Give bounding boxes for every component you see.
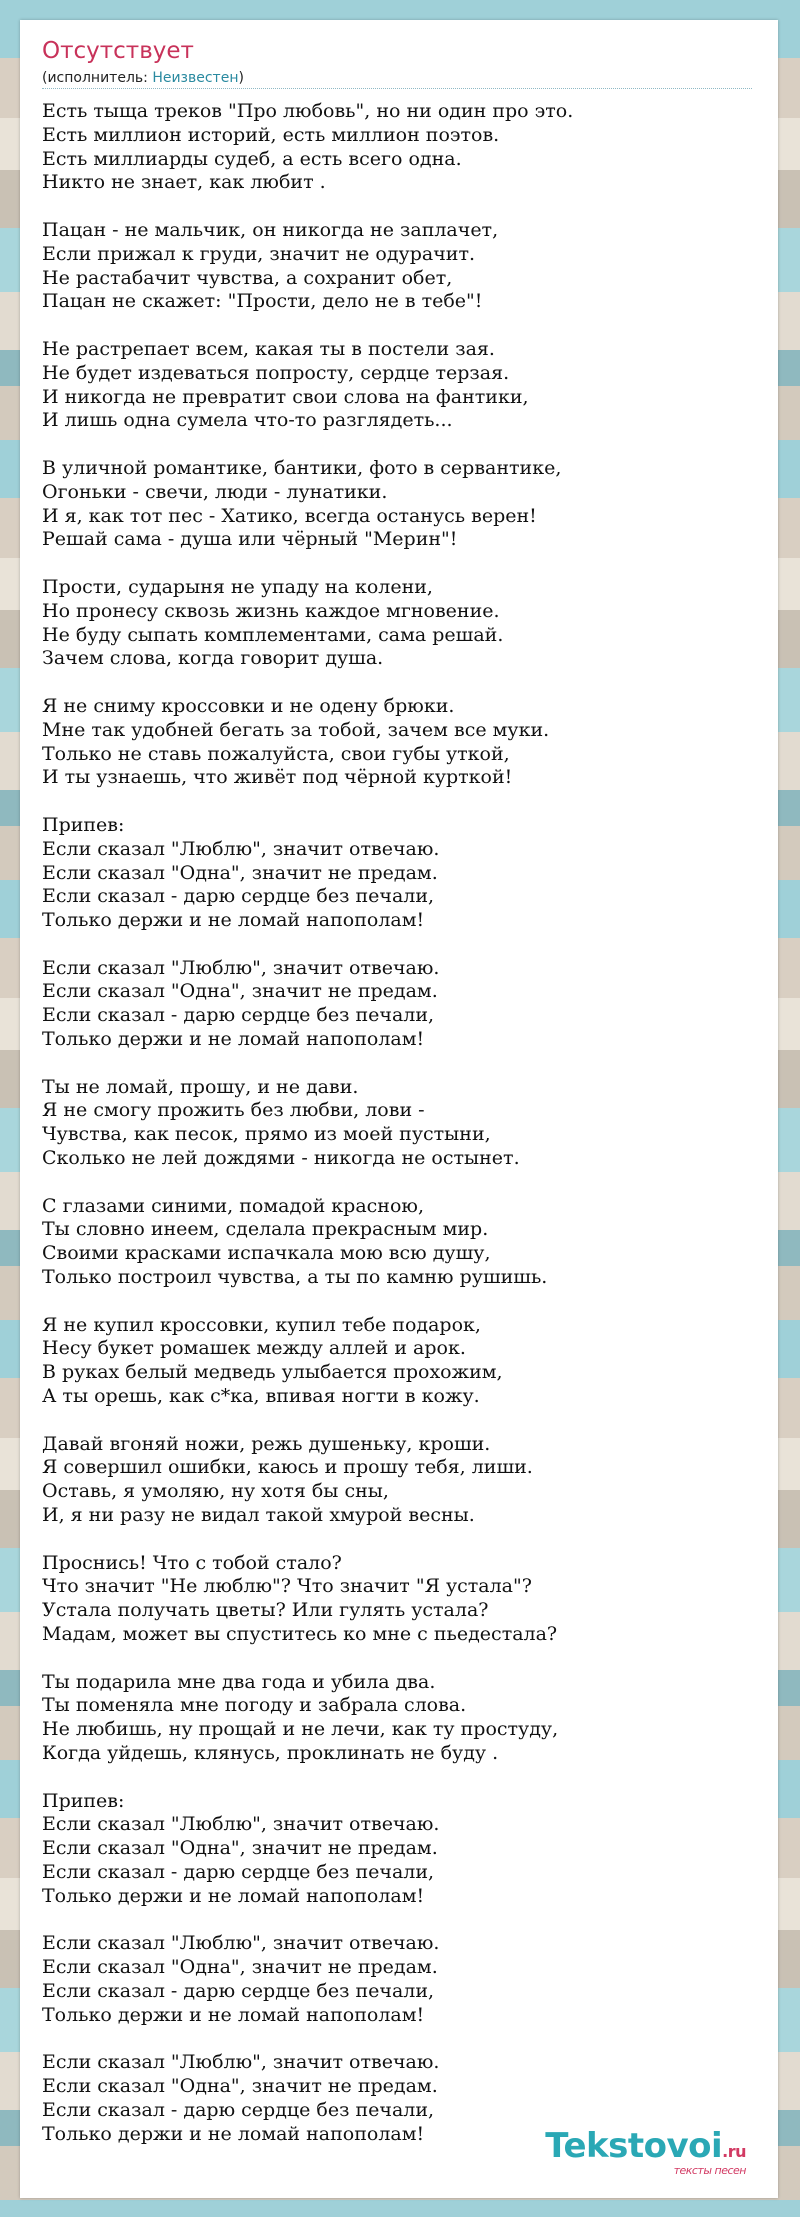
lyric-line: Если сказал "Одна", значит не предам. (42, 980, 438, 1003)
lyric-line: Если сказал "Люблю", значит отвечаю. (42, 2051, 440, 2074)
lyric-line: Ты подарила мне два года и убила два. (42, 1670, 436, 1693)
lyric-line: Если сказал "Люблю", значит отвечаю. (42, 956, 440, 979)
lyric-line: И никогда не превратит свои слова на фантики, (42, 385, 529, 408)
lyric-line: И, я ни разу не видал такой хмурой весны. (42, 1504, 475, 1527)
lyric-line: В уличной романтике, бантики, фото в сервантике, (42, 456, 562, 479)
artist-link[interactable]: Неизвестен (152, 70, 239, 86)
stanza (42, 338, 762, 433)
lyric-line: Мне так удобней бегать за тобой, зачем все муки. (42, 718, 550, 741)
lyric-line: Если сказал - дарю сердце без печали, (42, 1860, 435, 1883)
lyric-line: Пацан не скажет: "Прости, дело не в тебе"! (42, 290, 483, 313)
lyric-line: Чувства, как песок, прямо из моей пустыни, (42, 1123, 491, 1146)
lyric-line: Если сказал "Одна", значит не предам. (42, 1837, 438, 1860)
lyric-line: А ты орешь, как с*ка, впивая ногти в кожу. (42, 1385, 480, 1408)
lyric-line: Если сказал - дарю сердце без печали, (42, 885, 435, 908)
lyric-line: Я не сниму кроссовки и не одену брюки. (42, 694, 455, 717)
lyric-line: Если сказал - дарю сердце без печали, (42, 1004, 435, 1027)
lyric-line: Припев: (42, 813, 125, 836)
stanza (42, 457, 762, 552)
lyric-line: Зачем слова, когда говорит душа. (42, 647, 384, 670)
lyric-line: Прости, сударыня не упаду на колени, (42, 575, 433, 598)
lyric-line: Припев: (42, 1789, 125, 1812)
lyric-line: С глазами синими, помадой красною, (42, 1194, 424, 1217)
lyric-line: Если прижал к груди, значит не одурачит. (42, 242, 476, 265)
lyric-line: Только держи и не ломай напополам! (42, 2003, 425, 2026)
lyric-line: Не будет издеваться попросту, сердце терзая. (42, 361, 510, 384)
lyric-line: Если сказал - дарю сердце без печали, (42, 1979, 435, 2002)
lyrics-card (20, 20, 778, 2198)
lyric-line: Решай сама - душа или чёрный "Мерин"! (42, 528, 458, 551)
stanza (42, 1552, 762, 1647)
lyric-line: Мадам, может вы спуститесь ко мне с пьедестала? (42, 1623, 558, 1645)
title-divider (42, 88, 752, 89)
lyric-line: Оставь, я умоляю, ну хотя бы сны, (42, 1480, 389, 1503)
lyric-line: Я не купил кроссовки, купил тебе подарок, (42, 1313, 481, 1336)
lyric-line: Но пронесу сквозь жизнь каждое мгновение. (42, 599, 500, 622)
lyric-line: Только держи и не ломай напополам! (42, 1884, 425, 1907)
lyric-line: Не растрепает всем, какая ты в постели зая. (42, 337, 495, 360)
lyric-line: Огоньки - свечи, люди - лунатики. (42, 480, 388, 503)
lyric-line: Устала получать цветы? Или гулять устала? (42, 1599, 489, 1622)
lyric-line: Если сказал - дарю сердце без печали, (42, 2098, 435, 2121)
lyric-line: Только не ставь пожалуйста, свои губы уткой, (42, 742, 510, 765)
lyric-line: Если сказал "Люблю", значит отвечаю. (42, 1932, 440, 1955)
lyric-line: Если сказал "Одна", значит не предам. (42, 1956, 438, 1979)
lyric-line: Пацан - не мальчик, он никогда не заплачет, (42, 218, 499, 241)
lyric-line: Не буду сыпать комплементами, сама решай. (42, 623, 504, 646)
lyric-line: Только построил чувства, а ты по камню рушишь. (42, 1266, 548, 1289)
lyric-line: Никто не знает, как любит . (42, 171, 326, 194)
stanza (42, 1433, 762, 1528)
lyric-line: Ты поменяла мне погоду и забрала слова. (42, 1694, 467, 1717)
artist-line (42, 70, 244, 86)
logo-tagline: тексты песен (673, 2164, 746, 2177)
lyric-line: Не любишь, ну прощай и не лечи, как ту простуду, (42, 1718, 559, 1741)
lyric-line: Если сказал "Люблю", значит отвечаю. (42, 1813, 440, 1836)
lyric-line: В руках белый медведь улыбается прохожим, (42, 1361, 503, 1384)
stanza (42, 1195, 762, 1290)
lyric-line: Не растабачит чувства, а сохранит обет, (42, 266, 453, 289)
lyric-line: Что значит "Не люблю"? Что значит "Я устала"? (42, 1575, 532, 1598)
stanza (42, 219, 762, 314)
stanza (42, 814, 762, 933)
logo-name: Tekstovoi (545, 2126, 723, 2166)
lyric-line: Проснись! Что с тобой стало? (42, 1551, 342, 1574)
stanza (42, 1314, 762, 1409)
site-logo[interactable] (545, 2126, 746, 2177)
lyric-line: Только держи и не ломай напополам! (42, 909, 425, 932)
artist-suffix: ) (238, 70, 244, 86)
lyric-line: Только держи и не ломай напополам! (42, 1028, 425, 1051)
lyric-line: Если сказал "Одна", значит не предам. (42, 2075, 438, 2098)
stanza (42, 576, 762, 671)
stanza (42, 1076, 762, 1171)
lyric-line: Ты словно инеем, сделала прекрасным мир. (42, 1218, 489, 1241)
song-title: Отсутствует (42, 38, 194, 64)
lyric-line: Когда уйдешь, клянусь, проклинать не буду . (42, 1741, 499, 1764)
artist-prefix: (исполнитель: (42, 70, 153, 86)
lyric-line: Я совершил ошибки, каюсь и прошу тебя, лиши. (42, 1456, 533, 1479)
lyric-line: Несу букет ромашек между аллей и арок. (42, 1337, 466, 1360)
stanza (42, 1671, 762, 1766)
lyric-line: И лишь одна сумела что-то разглядеть... (42, 409, 453, 432)
lyric-line: Ты не ломай, прошу, и не дави. (42, 1075, 359, 1098)
lyric-line: Только держи и не ломай напополам! (42, 2122, 425, 2145)
logo-tld: .ru (722, 2142, 746, 2161)
stanza (42, 957, 762, 1052)
lyric-line: Давай вгоняй ножи, режь душеньку, кроши. (42, 1432, 491, 1455)
stanza (42, 695, 762, 790)
lyric-line: И я, как тот пес - Хатико, всегда останусь верен! (42, 504, 537, 527)
lyric-line: Сколько не лей дождями - никогда не остынет. (42, 1147, 520, 1170)
lyric-line: Своими красками испачкала мою всю душу, (42, 1242, 491, 1265)
stanza (42, 100, 762, 195)
stanza (42, 1932, 762, 2027)
lyric-line: Если сказал "Люблю", значит отвечаю. (42, 837, 440, 860)
lyrics-text (42, 100, 762, 2170)
lyric-line: Если сказал "Одна", значит не предам. (42, 861, 438, 884)
lyric-line: Я не смогу прожить без любви, лови - (42, 1099, 425, 1122)
lyric-line: Есть миллиарды судеб, а есть всего одна. (42, 147, 462, 170)
lyric-line: Есть миллион историй, есть миллион поэтов. (42, 123, 500, 146)
lyric-line: Есть тыща треков "Про любовь", но ни один про это. (42, 100, 574, 122)
stanza (42, 1790, 762, 1909)
lyric-line: И ты узнаешь, что живёт под чёрной курткой! (42, 766, 513, 789)
